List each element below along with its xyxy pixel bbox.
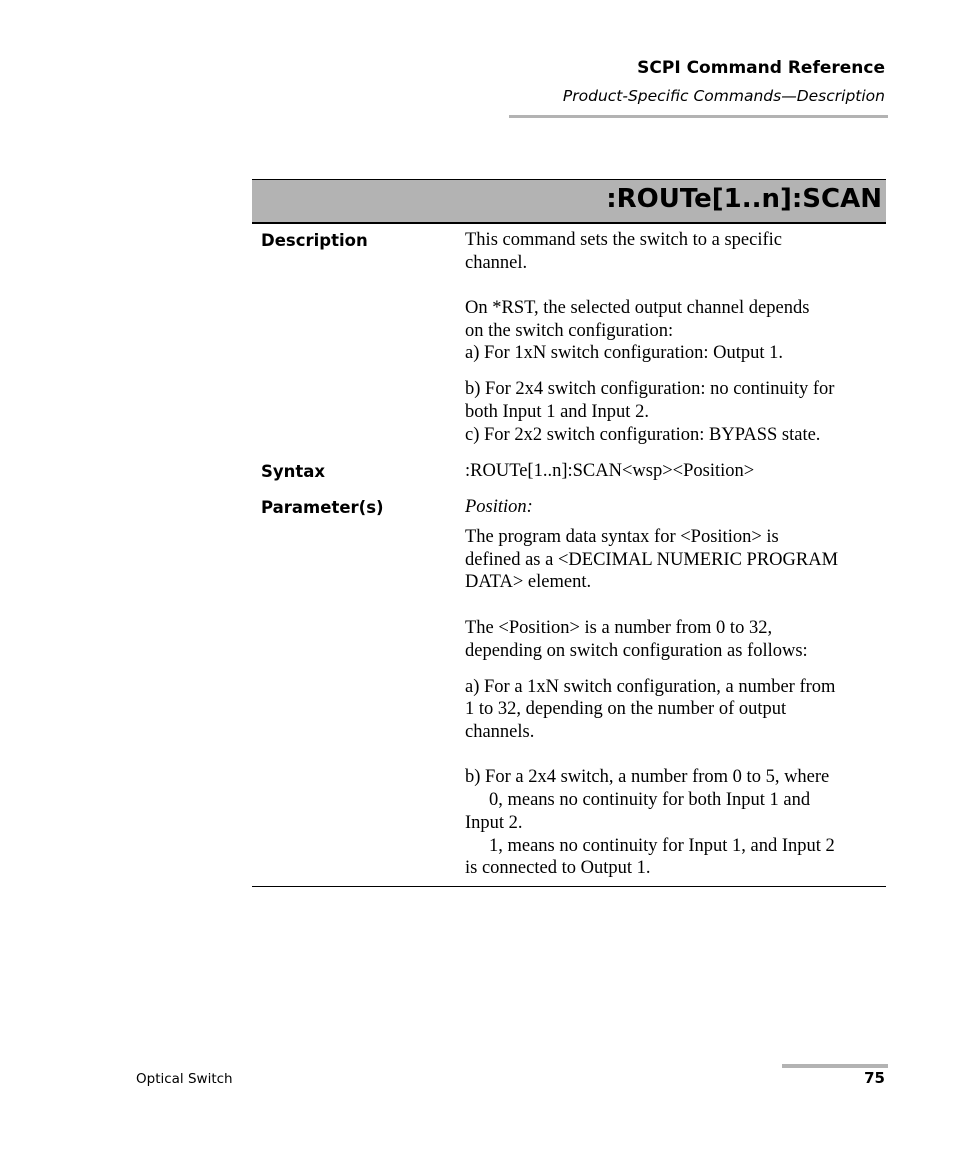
description-line: on the switch configuration: — [465, 321, 674, 341]
parameter-line: defined as a <DECIMAL NUMERIC PROGRAM — [465, 550, 839, 570]
parameter-line: depending on switch configuration as follows: — [465, 641, 808, 661]
footer-product-name: Optical Switch — [136, 1071, 233, 1087]
command-name: :ROUTe[1..n]:SCAN — [606, 184, 882, 214]
parameter-line: channels. — [465, 722, 535, 742]
parameter-line: 0, means no continuity for both Input 1 and — [489, 790, 811, 810]
parameter-line: The <Position> is a number from 0 to 32, — [465, 618, 773, 638]
description-line: c) For 2x2 switch configuration: BYPASS state. — [465, 425, 821, 445]
description-line: a) For 1xN switch configuration: Output 1. — [465, 343, 784, 363]
header-title: SCPI Command Reference — [637, 58, 885, 78]
footer-rule — [782, 1064, 888, 1068]
command-title-bar — [252, 179, 886, 224]
description-line: b) For 2x4 switch configuration: no continuity for — [465, 379, 835, 399]
parameter-line: is connected to Output 1. — [465, 858, 651, 878]
parameter-line: a) For a 1xN switch configuration, a number from — [465, 677, 836, 697]
parameter-line: 1, means no continuity for Input 1, and Input 2 — [489, 836, 835, 856]
parameters-label: Parameter(s) — [261, 498, 384, 517]
table-bottom-rule — [252, 886, 886, 887]
syntax-text: :ROUTe[1..n]:SCAN<wsp><Position> — [465, 461, 755, 481]
parameter-line: The program data syntax for <Position> is — [465, 527, 779, 547]
header-subtitle: Product-Specific Commands—Description — [562, 87, 885, 105]
description-line: both Input 1 and Input 2. — [465, 402, 649, 422]
syntax-label: Syntax — [261, 462, 326, 481]
description-line: On *RST, the selected output channel depends — [465, 298, 810, 318]
page-number: 75 — [864, 1069, 885, 1087]
description-line: This command sets the switch to a specific — [465, 230, 782, 250]
description-label: Description — [261, 231, 368, 250]
header-rule — [509, 115, 888, 118]
description-line: channel. — [465, 253, 528, 273]
parameter-line: DATA> element. — [465, 572, 592, 592]
parameter-line: b) For a 2x4 switch, a number from 0 to 5, where — [465, 767, 830, 787]
parameter-name: Position: — [465, 497, 533, 517]
parameter-line: 1 to 32, depending on the number of output — [465, 699, 787, 719]
parameter-line: Input 2. — [465, 813, 523, 833]
